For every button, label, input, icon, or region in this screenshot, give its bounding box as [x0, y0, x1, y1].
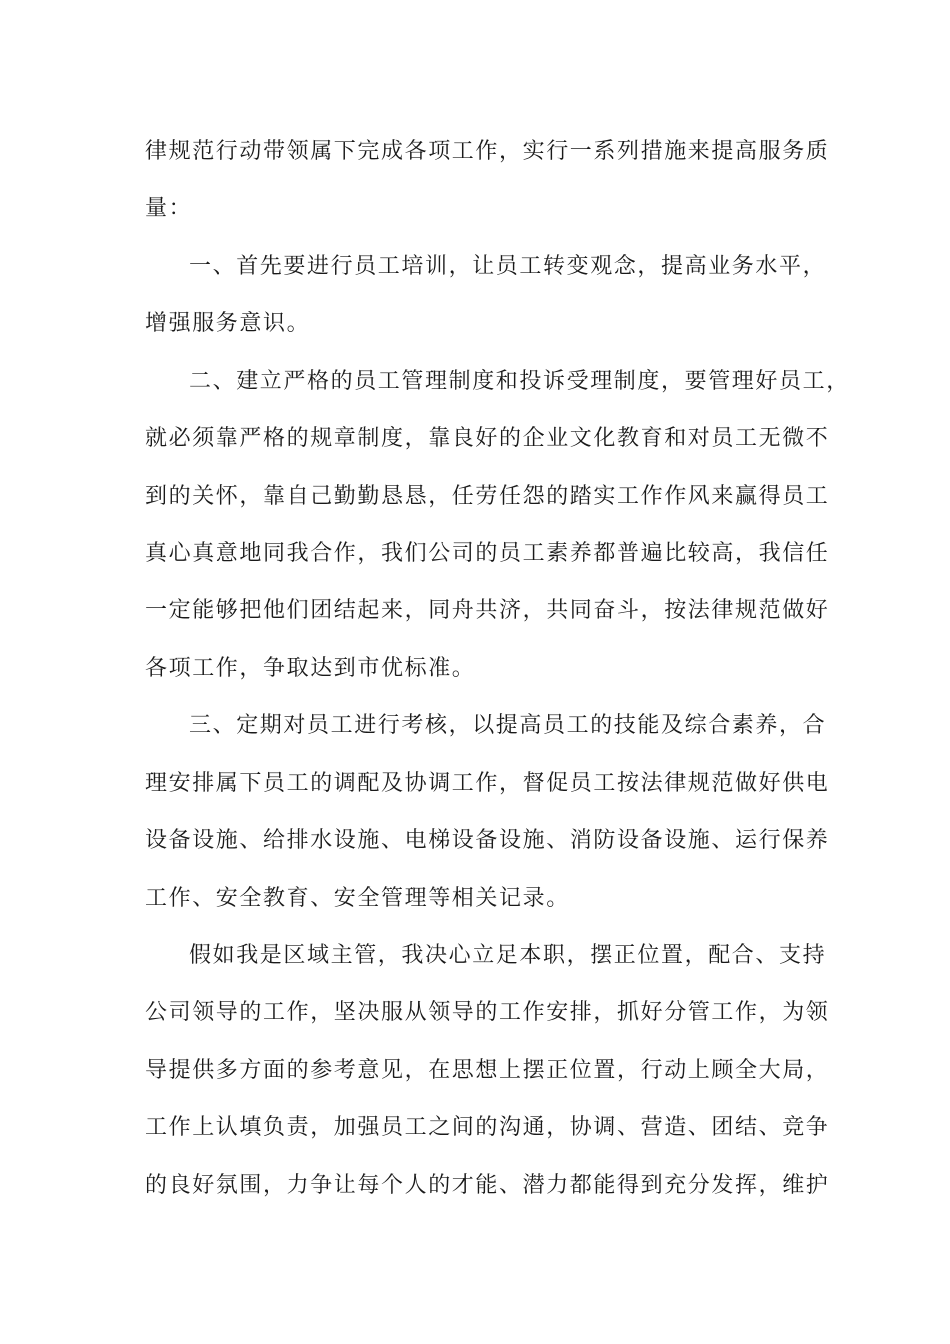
text-line: 各项工作，争取达到市优标准。 [145, 656, 476, 681]
text-line: 量： [145, 196, 193, 221]
paragraph-4-first-line: 假如我是区域主管，我决心立足本职，摆正位置，配合、支持 [189, 943, 827, 968]
text-line: 工作上认填负责，加强员工之间的沟通，协调、营造、团结、竞争 [145, 1115, 830, 1140]
text-line: 的良好氛围，力争让每个人的才能、潜力都能得到充分发挥，维护 [145, 1173, 830, 1198]
text-line: 到的关怀，靠自己勤勤恳恳，任劳任怨的踏实工作作风来赢得员工 [145, 484, 830, 509]
text-line: 设备设施、给排水设施、电梯设备设施、消防设备设施、运行保养 [145, 828, 830, 853]
text-line: 工作、安全教育、安全管理等相关记录。 [145, 886, 570, 911]
text-line: 理安排属下员工的调配及协调工作，督促员工按法律规范做好供电 [145, 771, 830, 796]
paragraph-1-first-line: 一、首先要进行员工培训，让员工转变观念，提高业务水平， [189, 254, 827, 279]
paragraph-2-first-line: 二、建立严格的员工管理制度和投诉受理制度，要管理好员工， [189, 369, 850, 394]
text-line: 真心真意地同我合作，我们公司的员工素养都普遍比较高，我信任 [145, 541, 830, 566]
text-line: 增强服务意识。 [145, 311, 311, 336]
paragraph-3-first-line: 三、定期对员工进行考核，以提高员工的技能及综合素养，合 [189, 713, 827, 738]
text-line: 导提供多方面的参考意见，在思想上摆正位置，行动上顾全大局， [145, 1058, 830, 1083]
text-line: 律规范行动带领属下完成各项工作，实行一系列措施来提高服务质 [145, 139, 830, 164]
text-line: 就必须靠严格的规章制度，靠良好的企业文化教育和对员工无微不 [145, 426, 830, 451]
text-line: 公司领导的工作，坚决服从领导的工作安排，抓好分管工作，为领 [145, 1000, 830, 1025]
text-line: 一定能够把他们团结起来，同舟共济，共同奋斗，按法律规范做好 [145, 598, 830, 623]
